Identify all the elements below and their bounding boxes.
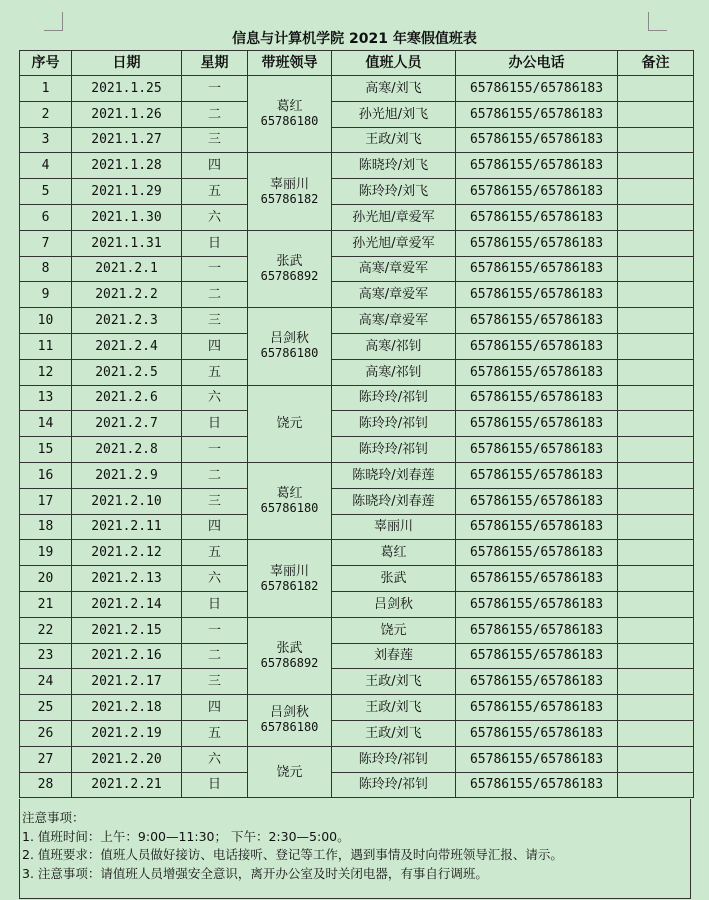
cell-date: 2021.1.30 [72, 204, 182, 230]
cell-date: 2021.2.5 [72, 359, 182, 385]
leader-phone: 65786892 [260, 268, 319, 283]
cell-staff: 高寒/祁钊 [332, 333, 456, 359]
table-row [20, 462, 694, 488]
cell-staff: 王政/刘飞 [332, 720, 456, 746]
leader-phone: 65786182 [260, 191, 319, 206]
table-row [20, 488, 694, 514]
cell-phone: 65786155/65786183 [456, 695, 618, 721]
table-row [20, 179, 694, 205]
table-body [20, 76, 694, 798]
cell-remark [618, 772, 694, 798]
note-item: 3. 注意事项：请值班人员增强安全意识，离开办公室及时关闭电器，有事自行调班。 [22, 865, 488, 881]
cell-phone: 65786155/65786183 [456, 617, 618, 643]
cell-no: 8 [20, 256, 72, 282]
cell-staff: 陈玲玲/祁钊 [332, 411, 456, 437]
cell-no: 16 [20, 462, 72, 488]
cell-weekday: 三 [182, 308, 248, 334]
header-weekday: 星期 [182, 51, 248, 76]
cell-weekday: 三 [182, 669, 248, 695]
cell-phone: 65786155/65786183 [456, 256, 618, 282]
cell-phone: 65786155/65786183 [456, 643, 618, 669]
cell-phone: 65786155/65786183 [456, 772, 618, 798]
cell-weekday: 三 [182, 488, 248, 514]
cell-phone: 65786155/65786183 [456, 488, 618, 514]
cell-weekday: 日 [182, 772, 248, 798]
leader-name: 葛红 [276, 486, 303, 502]
cell-phone: 65786155/65786183 [456, 282, 618, 308]
leader-name: 饶元 [276, 764, 303, 780]
table-row [20, 359, 694, 385]
cell-no: 21 [20, 591, 72, 617]
header-no: 序号 [20, 51, 72, 76]
cell-remark [618, 333, 694, 359]
cell-remark [618, 411, 694, 437]
header-phone: 办公电话 [456, 51, 618, 76]
cell-leader [248, 308, 332, 385]
cell-date: 2021.2.18 [72, 695, 182, 721]
cell-staff: 陈玲玲/祁钊 [332, 746, 456, 772]
table-row [20, 746, 694, 772]
header-date: 日期 [72, 51, 182, 76]
cell-date: 2021.2.13 [72, 566, 182, 592]
cell-phone: 65786155/65786183 [456, 230, 618, 256]
cell-remark [618, 359, 694, 385]
cell-weekday: 六 [182, 204, 248, 230]
cell-staff: 饶元 [332, 617, 456, 643]
cell-remark [618, 76, 694, 102]
cell-no: 4 [20, 153, 72, 179]
cell-phone: 65786155/65786183 [456, 333, 618, 359]
cell-staff: 孙光旭/章爱军 [332, 230, 456, 256]
leader-name: 葛红 [276, 99, 303, 115]
cell-leader [248, 695, 332, 747]
cell-no: 11 [20, 333, 72, 359]
cell-remark [618, 720, 694, 746]
cell-leader [248, 746, 332, 798]
cell-staff: 王政/刘飞 [332, 695, 456, 721]
leader-phone: 65786180 [260, 114, 319, 129]
crop-mark-top-left [44, 12, 63, 31]
cell-staff: 陈晓玲/刘飞 [332, 153, 456, 179]
cell-no: 13 [20, 385, 72, 411]
cell-phone: 65786155/65786183 [456, 720, 618, 746]
cell-staff: 陈玲玲/刘飞 [332, 179, 456, 205]
cell-phone: 65786155/65786183 [456, 462, 618, 488]
cell-remark [618, 669, 694, 695]
table-row [20, 153, 694, 179]
cell-remark [618, 566, 694, 592]
cell-leader [248, 153, 332, 230]
cell-staff: 葛红 [332, 540, 456, 566]
leader-name: 吕剑秋 [269, 331, 309, 347]
leader-name: 张武 [276, 640, 303, 656]
cell-date: 2021.1.29 [72, 179, 182, 205]
table-row [20, 204, 694, 230]
cell-leader [248, 385, 332, 462]
cell-weekday: 日 [182, 230, 248, 256]
cell-weekday: 五 [182, 179, 248, 205]
table-row [20, 333, 694, 359]
duty-schedule-table [19, 50, 694, 798]
cell-staff: 陈玲玲/祁钊 [332, 437, 456, 463]
cell-remark [618, 617, 694, 643]
cell-date: 2021.1.27 [72, 127, 182, 153]
cell-leader [248, 76, 332, 153]
cell-phone: 65786155/65786183 [456, 746, 618, 772]
table-row [20, 308, 694, 334]
table-row [20, 282, 694, 308]
leader-phone: 65786180 [260, 346, 319, 361]
cell-no: 26 [20, 720, 72, 746]
cell-date: 2021.2.15 [72, 617, 182, 643]
cell-staff: 辜丽川 [332, 514, 456, 540]
cell-weekday: 四 [182, 514, 248, 540]
cell-no: 3 [20, 127, 72, 153]
cell-weekday: 二 [182, 101, 248, 127]
table-row [20, 643, 694, 669]
cell-no: 28 [20, 772, 72, 798]
table-row [20, 385, 694, 411]
cell-remark [618, 695, 694, 721]
cell-weekday: 四 [182, 153, 248, 179]
cell-date: 2021.2.11 [72, 514, 182, 540]
cell-weekday: 五 [182, 359, 248, 385]
cell-date: 2021.1.26 [72, 101, 182, 127]
cell-staff: 孙光旭/章爱军 [332, 204, 456, 230]
cell-staff: 王政/刘飞 [332, 669, 456, 695]
cell-no: 27 [20, 746, 72, 772]
cell-no: 7 [20, 230, 72, 256]
table-row [20, 411, 694, 437]
table-row [20, 720, 694, 746]
cell-leader [248, 540, 332, 617]
cell-phone: 65786155/65786183 [456, 204, 618, 230]
cell-weekday: 四 [182, 695, 248, 721]
cell-phone: 65786155/65786183 [456, 411, 618, 437]
header-remark: 备注 [618, 51, 694, 76]
table-row [20, 772, 694, 798]
cell-weekday: 二 [182, 643, 248, 669]
cell-no: 25 [20, 695, 72, 721]
cell-remark [618, 437, 694, 463]
cell-remark [618, 488, 694, 514]
cell-phone: 65786155/65786183 [456, 437, 618, 463]
table-row [20, 101, 694, 127]
cell-date: 2021.2.3 [72, 308, 182, 334]
cell-staff: 陈玲玲/祁钊 [332, 385, 456, 411]
cell-leader [248, 230, 332, 307]
cell-staff: 张武 [332, 566, 456, 592]
cell-phone: 65786155/65786183 [456, 308, 618, 334]
leader-phone: 65786180 [260, 501, 319, 516]
cell-leader [248, 617, 332, 694]
cell-no: 18 [20, 514, 72, 540]
cell-phone: 65786155/65786183 [456, 153, 618, 179]
cell-phone: 65786155/65786183 [456, 127, 618, 153]
table-row [20, 591, 694, 617]
cell-date: 2021.1.25 [72, 76, 182, 102]
table-row [20, 669, 694, 695]
cell-weekday: 五 [182, 540, 248, 566]
cell-weekday: 二 [182, 462, 248, 488]
cell-weekday: 六 [182, 385, 248, 411]
leader-phone: 65786892 [260, 655, 319, 670]
cell-no: 14 [20, 411, 72, 437]
leader-name: 吕剑秋 [269, 705, 309, 721]
cell-phone: 65786155/65786183 [456, 514, 618, 540]
cell-no: 17 [20, 488, 72, 514]
cell-phone: 65786155/65786183 [456, 669, 618, 695]
cell-staff: 陈晓玲/刘春莲 [332, 488, 456, 514]
header-leader: 带班领导 [248, 51, 332, 76]
cell-weekday: 一 [182, 76, 248, 102]
cell-no: 19 [20, 540, 72, 566]
cell-date: 2021.2.2 [72, 282, 182, 308]
cell-no: 10 [20, 308, 72, 334]
cell-weekday: 日 [182, 591, 248, 617]
cell-remark [618, 385, 694, 411]
cell-no: 12 [20, 359, 72, 385]
cell-remark [618, 514, 694, 540]
cell-remark [618, 179, 694, 205]
cell-remark [618, 127, 694, 153]
cell-remark [618, 256, 694, 282]
cell-phone: 65786155/65786183 [456, 76, 618, 102]
cell-date: 2021.2.7 [72, 411, 182, 437]
cell-no: 15 [20, 437, 72, 463]
cell-date: 2021.2.6 [72, 385, 182, 411]
cell-weekday: 日 [182, 411, 248, 437]
document-title: 信息与计算机学院 2021 年寒假值班表 [232, 31, 477, 47]
cell-phone: 65786155/65786183 [456, 359, 618, 385]
cell-date: 2021.2.10 [72, 488, 182, 514]
cell-no: 23 [20, 643, 72, 669]
leader-phone: 65786182 [260, 578, 319, 593]
cell-weekday: 三 [182, 127, 248, 153]
table-row [20, 256, 694, 282]
cell-staff: 高寒/祁钊 [332, 359, 456, 385]
cell-phone: 65786155/65786183 [456, 179, 618, 205]
cell-leader [248, 462, 332, 539]
cell-weekday: 六 [182, 746, 248, 772]
cell-weekday: 四 [182, 333, 248, 359]
cell-staff: 王政/刘飞 [332, 127, 456, 153]
cell-date: 2021.1.31 [72, 230, 182, 256]
table-row [20, 230, 694, 256]
cell-no: 5 [20, 179, 72, 205]
cell-staff: 高寒/章爱军 [332, 256, 456, 282]
cell-date: 2021.2.19 [72, 720, 182, 746]
cell-phone: 65786155/65786183 [456, 591, 618, 617]
cell-staff: 高寒/刘飞 [332, 76, 456, 102]
cell-staff: 孙光旭/刘飞 [332, 101, 456, 127]
cell-remark [618, 153, 694, 179]
cell-date: 2021.2.9 [72, 462, 182, 488]
cell-date: 2021.2.4 [72, 333, 182, 359]
cell-no: 2 [20, 101, 72, 127]
crop-mark-top-right [648, 12, 667, 31]
cell-remark [618, 101, 694, 127]
cell-no: 1 [20, 76, 72, 102]
leader-name: 张武 [276, 253, 303, 269]
table-row [20, 695, 694, 721]
cell-no: 22 [20, 617, 72, 643]
cell-date: 2021.2.21 [72, 772, 182, 798]
cell-remark [618, 643, 694, 669]
note-item: 2. 值班要求：值班人员做好接访、电话接听、登记等工作，遇到事情及时向带班领导汇报、请示。 [22, 847, 563, 862]
leader-name: 辜丽川 [269, 176, 309, 192]
cell-date: 2021.2.1 [72, 256, 182, 282]
cell-no: 24 [20, 669, 72, 695]
table-row [20, 566, 694, 592]
cell-weekday: 一 [182, 437, 248, 463]
cell-weekday: 二 [182, 282, 248, 308]
cell-date: 2021.2.20 [72, 746, 182, 772]
cell-phone: 65786155/65786183 [456, 540, 618, 566]
table-row [20, 617, 694, 643]
header-staff: 值班人员 [332, 51, 456, 76]
table-row [20, 127, 694, 153]
table-row [20, 514, 694, 540]
cell-date: 2021.2.16 [72, 643, 182, 669]
cell-date: 2021.1.28 [72, 153, 182, 179]
cell-date: 2021.2.12 [72, 540, 182, 566]
cell-staff: 陈玲玲/祁钊 [332, 772, 456, 798]
cell-no: 20 [20, 566, 72, 592]
cell-no: 9 [20, 282, 72, 308]
notes-section [19, 799, 691, 899]
cell-phone: 65786155/65786183 [456, 101, 618, 127]
cell-weekday: 五 [182, 720, 248, 746]
cell-remark [618, 591, 694, 617]
cell-date: 2021.2.14 [72, 591, 182, 617]
cell-remark [618, 230, 694, 256]
cell-staff: 吕剑秋 [332, 591, 456, 617]
cell-staff: 高寒/章爱军 [332, 282, 456, 308]
cell-weekday: 一 [182, 617, 248, 643]
cell-staff: 陈晓玲/刘春莲 [332, 462, 456, 488]
note-item: 1. 值班时间：上午：9:00—11:30； 下午：2:30—5:00。 [22, 828, 350, 844]
cell-staff: 刘春莲 [332, 643, 456, 669]
cell-weekday: 一 [182, 256, 248, 282]
cell-remark [618, 308, 694, 334]
table-row [20, 76, 694, 102]
cell-weekday: 六 [182, 566, 248, 592]
cell-phone: 65786155/65786183 [456, 385, 618, 411]
table-header-row [20, 51, 694, 76]
cell-no: 6 [20, 204, 72, 230]
leader-phone: 65786180 [260, 720, 319, 735]
leader-name: 饶元 [276, 416, 303, 432]
table-row [20, 437, 694, 463]
cell-phone: 65786155/65786183 [456, 566, 618, 592]
cell-remark [618, 746, 694, 772]
cell-remark [618, 204, 694, 230]
notes-heading: 注意事项： [22, 810, 85, 825]
cell-date: 2021.2.8 [72, 437, 182, 463]
leader-name: 辜丽川 [269, 563, 309, 579]
cell-remark [618, 282, 694, 308]
cell-remark [618, 540, 694, 566]
cell-staff: 高寒/章爱军 [332, 308, 456, 334]
cell-remark [618, 462, 694, 488]
cell-date: 2021.2.17 [72, 669, 182, 695]
table-row [20, 540, 694, 566]
